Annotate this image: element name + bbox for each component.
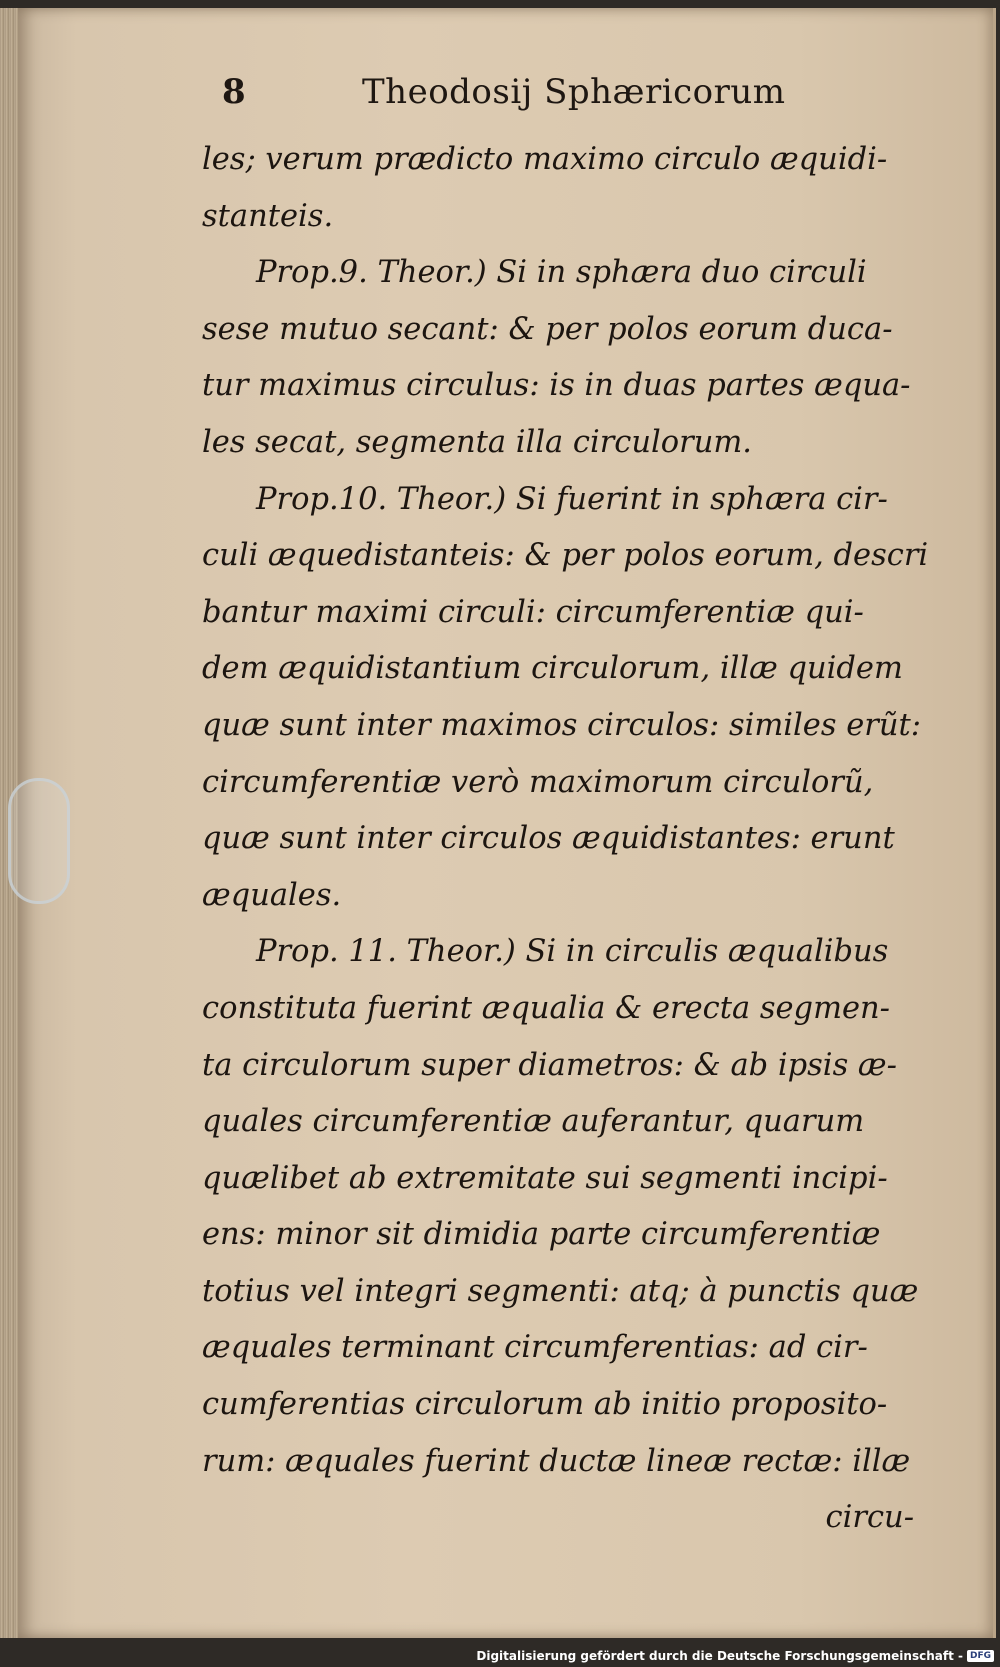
text-line: bantur maximi circuli: circumferentiæ qui- [202,594,864,630]
text-line: les; verum prædicto maximo circulo æquidi- [202,142,888,177]
text-line: culi æquedistanteis: & per polos eorum, descri [202,538,929,574]
page-number: 8 [222,72,246,112]
text-line: les secat, segmenta illa circulorum. [202,424,752,460]
dfg-logo: DFG [967,1650,994,1662]
text-line: rum: æquales fuerint ductæ lineæ rectæ: illæ [202,1443,911,1479]
text-line: quælibet ab extremitate sui segmenti incipi- [202,1160,888,1196]
catchword: circu- [825,1500,914,1536]
text-line: dem æquidistantium circulorum, illæ quidem [202,651,903,687]
page-clip [8,778,70,904]
body-text [202,132,929,1547]
text-line: æquales. [202,877,342,913]
text-line: totius vel integri segmenti: atq; à punctis quæ [202,1273,919,1309]
text-line: quales circumferentiæ auferantur, quarum [202,1104,865,1140]
proposition-heading-line: Prop. 11. Theor.) Si in circulis æqualibus [256,934,889,970]
text-line: stanteis. [202,198,334,234]
digitization-credit [476,1649,994,1663]
text-line: quæ sunt inter circulos æquidistantes: erunt [202,821,895,857]
text-line: ta circulorum super diametros: & ab ipsis æ- [202,1047,897,1083]
text-line: cumferentias circulorum ab initio proposito- [202,1387,888,1423]
proposition-heading-line: Prop.10. Theor.) Si fuerint in sphæra cir- [256,481,888,517]
credit-text: Digitalisierung gefördert durch die Deutsche Forschungsgemeinschaft - [476,1649,963,1663]
text-line: ens: minor sit dimidia parte circumferentiæ [202,1217,881,1253]
text-line: circumferentiæ verò maximorum circulorũ, [202,764,874,800]
proposition-heading-line: Prop.9. Theor.) Si in sphæra duo circuli [256,255,867,291]
text-line: constituta fuerint æqualia & erecta segmen- [202,990,890,1026]
text-line: æquales terminant circumferentias: ad cir- [202,1330,868,1366]
page-header [222,72,920,122]
text-line: sese mutuo secant: & per polos eorum duca- [202,311,893,347]
text-line: quæ sunt inter maximos circulos: similes erũt: [202,707,922,743]
text-line: tur maximus circulus: is in duas partes æqua- [202,368,911,404]
running-title: Theodosij Sphæricorum [362,72,786,112]
